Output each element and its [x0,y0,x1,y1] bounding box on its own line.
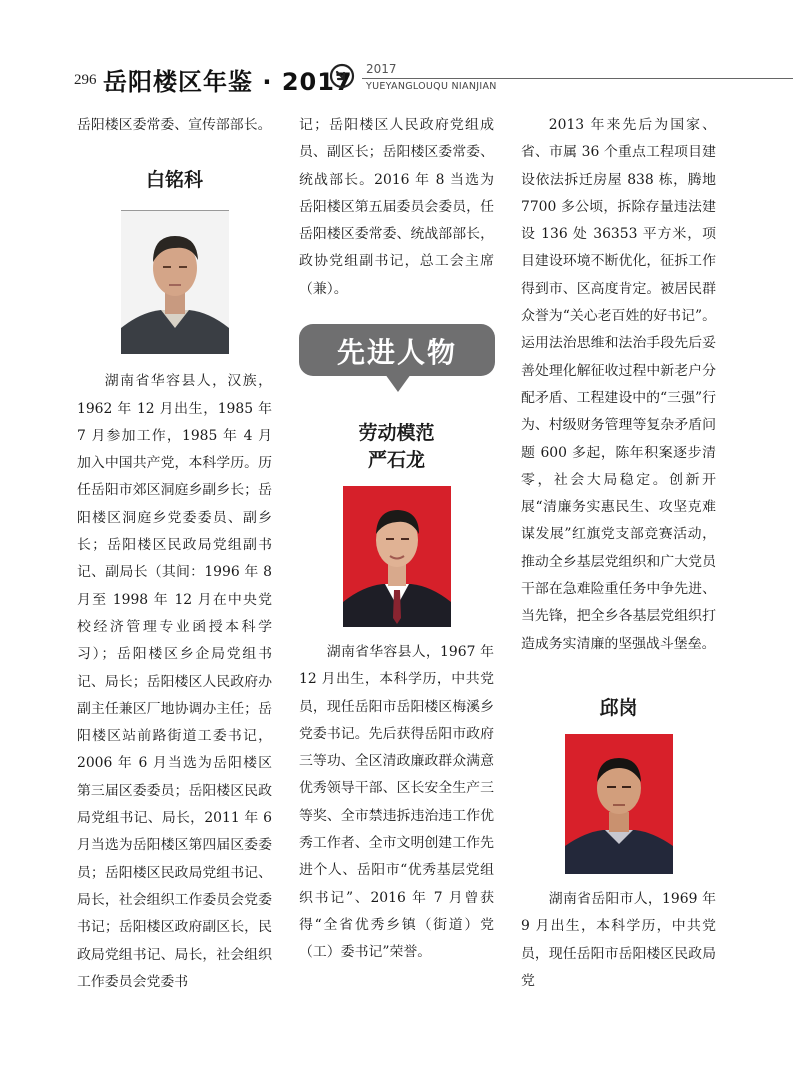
person-name-bai: 白铭科 [145,169,203,192]
section-banner [299,324,495,394]
down-arrow-circle-icon [329,63,355,89]
continued-bio-bai: 记；岳阳楼区人民政府党组成员、副区长；岳阳楼区委常委、统战部长。2016 年 8 当选为岳阳楼区第五届委员会委员，任岳阳楼区委常委、统战部部长，政协党组副书记，总工会主席（兼）。 [299,117,494,297]
column-1 [77,112,272,996]
header-rule [362,78,793,79]
column-2 [299,112,494,303]
section-banner-title: 先进人物 [336,336,457,369]
intro-line: 岳阳楼区委常委、宣传部部长。 [77,117,272,133]
header-year: 2017 [366,62,397,76]
book-title: 岳阳楼区年鉴 · 2017 [103,68,353,96]
bio-yan: 湖南省华容县人，1967 年 12 月出生，本科学历，中共党员，现任岳阳市岳阳楼区梅溪乡党委书记。先后获得岳阳市政府三等功、全区清政廉政群众满意优秀领导干部、区长安全生产三等奖、全市禁违拆违治违工作优秀工作者、全市文明创建工作先进个人、岳阳市“优秀基层党组织书记”、2016 年 7 月曾获得“全省优秀乡镇（街道）党（工）委书记”荣誉。 [299,644,494,961]
header-pinyin: YUEYANGLOUQU NIANJIAN [366,81,497,92]
person-name-yan: 严石龙 [367,449,425,471]
portrait-photo-qiu [565,734,673,874]
continued-bio-yan: 2013 年来先后为国家、省、市属 36 个重点工程项目建设依法拆迁房屋 838 栋，腾地 7700 多公顷，拆除存量违法建设 136 处 36353 平方米，项目建设环境不断优化，征拆工作得到市、区高度肯定。被居民群众誉为“关心老百姓的好书记”。运用法治思维和法治手段先后妥善处理化解征收过程中新老户分配矛盾、工程建设中的“三强”行为、村级财务管理等复杂矛盾问题 600 多起，陈年积案逐步清零，社会大局稳定。创新开展“清廉务实惠民生、攻坚克难谋发展”红旗党支部竞赛活动，推动全乡基层党组织和广大党员干部在急难险重任务中争先进、当先锋，把全乡各基层党组织打造成务实清廉的坚强战斗堡垒。 [521,117,716,652]
page-header [0,0,793,100]
portrait-photo-bai [121,210,229,354]
portrait-photo-yan [343,486,451,627]
award-title: 劳动模范 [358,422,435,444]
bio-bai: 湖南省华容县人，汉族，1962 年 12 月出生，1985 年 7 月参加工作，1985 年 4 月加入中国共产党，本科学历。历任岳阳市郊区洞庭乡副乡长；岳阳楼区洞庭乡党委委员、副乡长；岳阳楼区民政局党组副书记、副局长（其间：1996 年 8 月至 1998 年 12 月在中央党校经济管理专业函授本科学习）；岳阳楼区乡企局党组书记、局长；岳阳楼区人民政府办副主任兼区厂地协调办主任；岳阳楼区站前路街道工委书记，2006 年 6 月当选为岳阳楼区第三届区委委员；岳阳楼区民政局党组书记、局长，2011 年 6 月当选为岳阳楼区第四届区委委员；岳阳楼区民政局党组书记、局长，社会组织工作委员会党委书记；岳阳楼区政府副区长，民政局党组书记、局长，社会组织工作委员会党委书 [77,373,272,990]
person-name-qiu: 邱岗 [599,696,638,719]
bio-qiu: 湖南省岳阳市人，1969 年 9 月出生，本科学历，中共党员，现任岳阳市岳阳楼区民政局党 [521,890,716,989]
column-3 [521,112,716,995]
page-number: 296 [74,72,97,88]
column-2-lower [299,420,494,967]
